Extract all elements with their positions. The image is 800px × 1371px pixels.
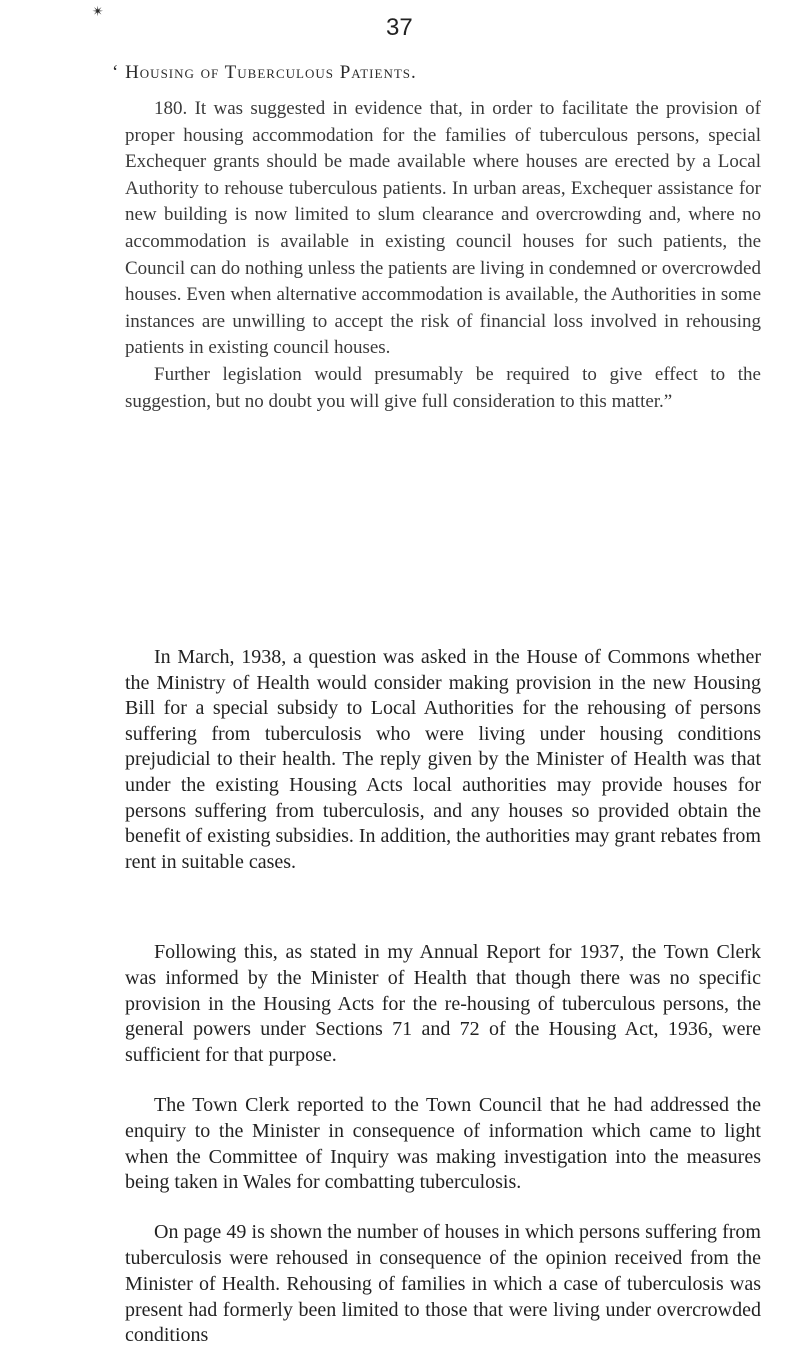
commons-question-block — [125, 645, 761, 875]
paragraph-180: 180. It was suggested in evidence that, in order to facilitate the provision of proper housing accommodation for the families of tuberculous persons, special Exchequer grants should be made available where houses are erected by a Local Authority to rehouse tuberculous patients. In urban areas, Exchequer assistance for new building is now limited to slum clearance and overcrowding and, where no accommodation is available in existing council houses for such patients, the Council can do nothing unless the patients are living in condemned or overcrowded houses. Even when alternative accommodation is available, the Authorities in some instances are unwilling to accept the risk of financial loss involved in rehousing patients in existing council houses. — [125, 98, 761, 359]
follow-up-block — [125, 940, 761, 1349]
paragraph-page-49: On page 49 is shown the number of houses in which persons suffering from tuberculosis were rehoused in consequence of the opinion received from the Minister of Health. Rehousing of families in which a case of tuberculosis was present had formerly been limited to those that were living under overcrowded conditions — [125, 1221, 761, 1347]
paragraph-town-clerk: The Town Clerk reported to the Town Council that he had addressed the enquiry to the Minister in consequence of information which came to light when the Committee of Inquiry was making investigation into the measures being taken in Wales for combatting tuberculosis. — [125, 1093, 761, 1194]
section-heading: ‘ Housing of Tuberculous Patients. — [112, 62, 417, 83]
paragraph-following-this: Following this, as stated in my Annual Report for 1937, the Town Clerk was informed by the Minister of Health that though there was no specific provision in the Housing Acts for the re-housing of tuberculous persons, the general powers under Sections 71 and 72 of the Housing Act, 1936, were sufficient for that purpose. — [125, 941, 761, 1067]
paragraph-further-legislation: Further legislation would presumably be required to give effect to the suggestion, but no doubt you will give full consideration to this matter.” — [125, 363, 761, 412]
corner-mark: ✴ — [92, 4, 104, 20]
paragraph-march-1938: In March, 1938, a question was asked in the House of Commons whether the Ministry of Health would consider making provision in the new Housing Bill for a special subsidy to Local Authorities for the rehousing of persons suffering from tuberculosis who were living under housing conditions prejudicial to their health. The reply given by the Minister of Health was that under the existing Housing Acts local authorities may provide houses for persons suffering from tuberculosis, and any houses so provided obtain the benefit of existing subsidies. In addition, the authorities may grant rebates from rent in suitable cases. — [125, 646, 761, 873]
page-number: 37 — [386, 14, 413, 41]
quoted-evidence-block — [125, 96, 761, 415]
